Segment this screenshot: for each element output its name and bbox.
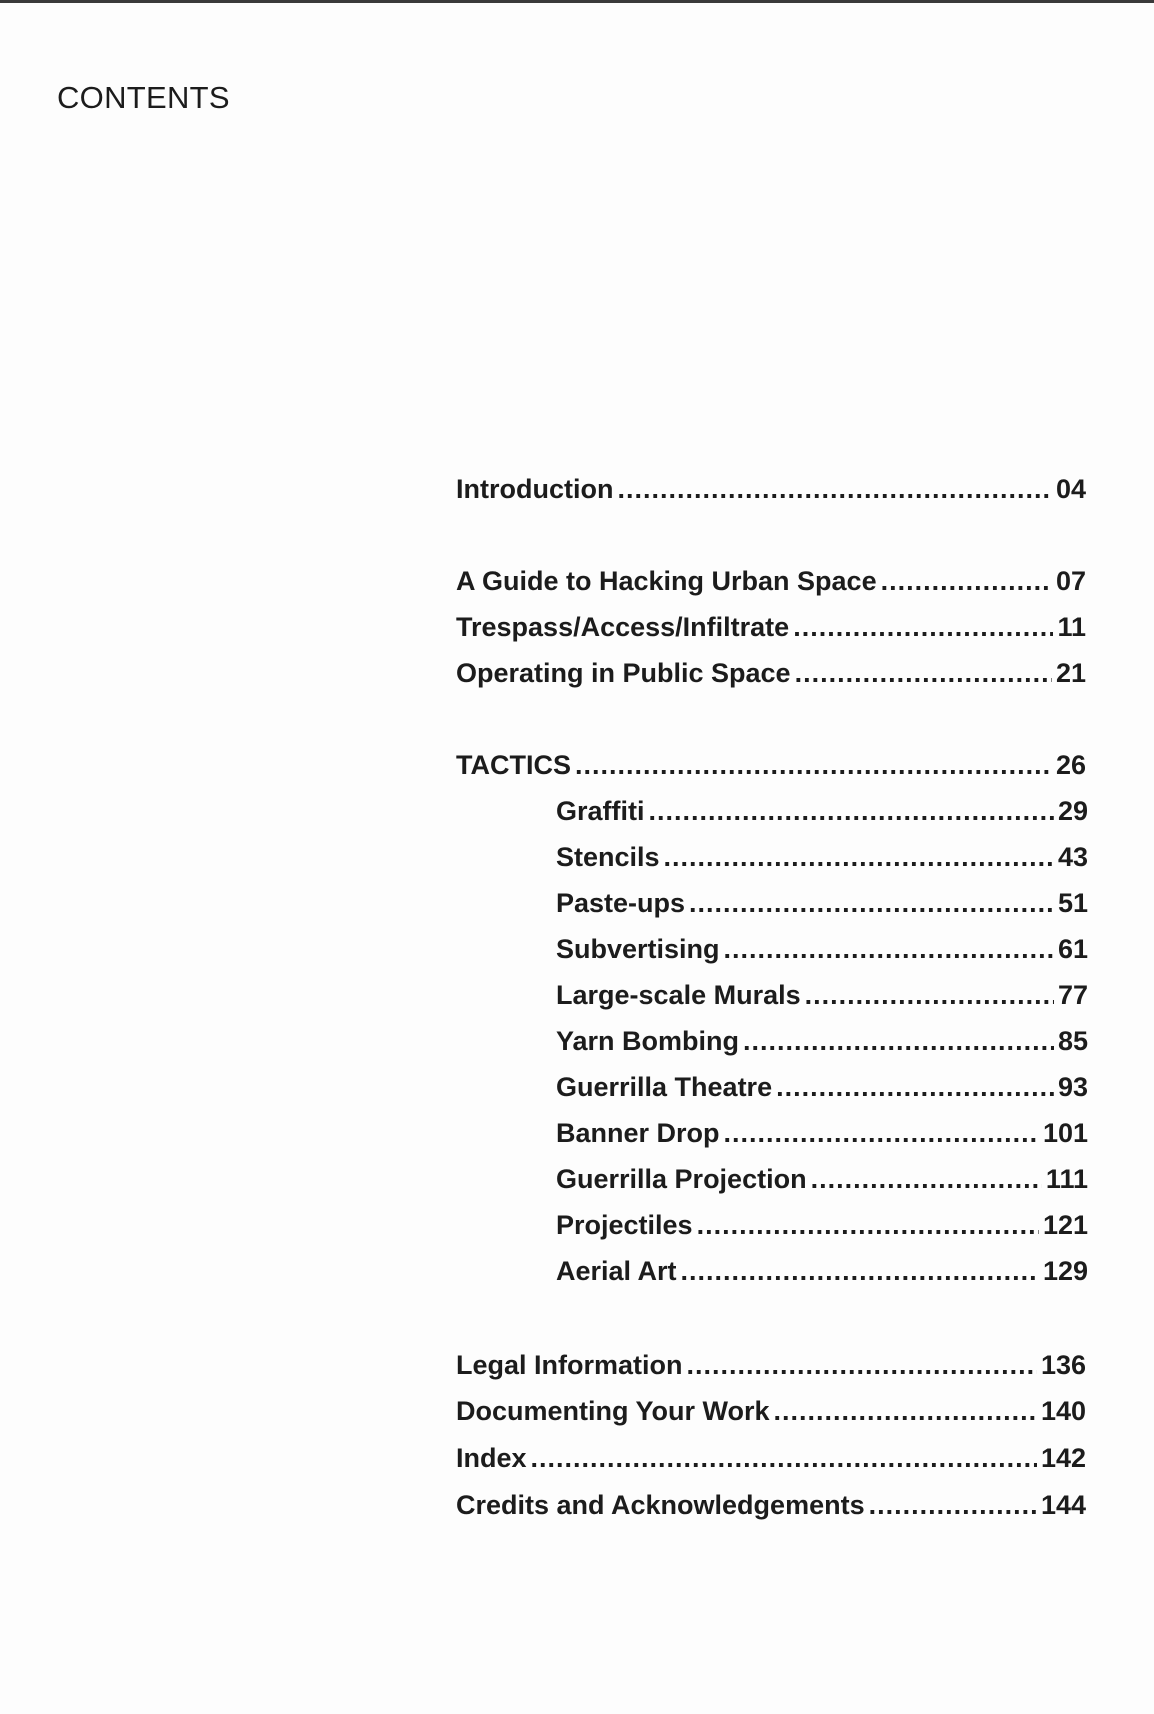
toc-entry-page: 07 [1055, 566, 1086, 596]
toc-entry-yarn-bombing[interactable] [556, 1026, 1088, 1064]
toc-entry-title: Aerial Art [556, 1256, 677, 1286]
dot-leader [664, 842, 1054, 873]
dot-leader [697, 1210, 1039, 1241]
toc-entry-page: 121 [1042, 1210, 1088, 1240]
toc-entry-page: 11 [1057, 612, 1086, 642]
toc-entry-page: 29 [1057, 796, 1088, 826]
dot-leader [531, 1443, 1037, 1474]
dot-leader [617, 474, 1051, 505]
toc-entry-title: A Guide to Hacking Urban Space [456, 566, 877, 596]
dot-leader [795, 658, 1052, 689]
toc-entry-page: 61 [1057, 934, 1088, 964]
toc-entry-title: Guerrilla Projection [556, 1164, 807, 1194]
toc-entry-page: 85 [1057, 1026, 1088, 1056]
toc-entry-page: 43 [1057, 842, 1088, 872]
toc-entry-page: 136 [1040, 1350, 1086, 1380]
toc-entry-paste-ups[interactable] [556, 888, 1088, 926]
toc-entry-page: 140 [1040, 1396, 1086, 1426]
dot-leader [774, 1396, 1037, 1427]
dot-leader [724, 1118, 1039, 1149]
dot-leader [811, 1164, 1042, 1195]
toc-entry-index[interactable] [456, 1443, 1086, 1481]
toc-entry-graffiti[interactable] [556, 796, 1088, 834]
toc-entry-projectiles[interactable] [556, 1210, 1088, 1248]
toc-entry-aerial-art[interactable] [556, 1256, 1088, 1294]
toc-entry-page: 142 [1040, 1443, 1086, 1473]
toc-entry-page: 77 [1057, 980, 1088, 1010]
toc-entry-title: Large-scale Murals [556, 980, 801, 1010]
dot-leader [776, 1072, 1054, 1103]
toc-entry-page: 21 [1055, 658, 1086, 688]
toc-entry-page: 111 [1045, 1164, 1088, 1194]
toc-entry-page: 04 [1055, 474, 1086, 504]
toc-entry-title: Legal Information [456, 1350, 683, 1380]
dot-leader [881, 566, 1052, 597]
dot-leader [575, 750, 1052, 781]
toc-entry-title: Stencils [556, 842, 660, 872]
dot-leader [743, 1026, 1054, 1057]
toc-entry-title: Paste-ups [556, 888, 686, 918]
toc-entry-credits[interactable] [456, 1490, 1086, 1528]
toc-entry-legal-information[interactable] [456, 1350, 1086, 1388]
toc-entry-hacking-urban-space[interactable] [456, 566, 1086, 604]
toc-entry-title: Projectiles [556, 1210, 693, 1240]
toc-entry-banner-drop[interactable] [556, 1118, 1088, 1156]
toc-entry-documenting-your-work[interactable] [456, 1396, 1086, 1434]
toc-entry-title: Index [456, 1443, 527, 1473]
toc-entry-introduction[interactable] [456, 474, 1086, 512]
toc-entry-title: Introduction [456, 474, 614, 504]
toc-entry-page: 26 [1055, 750, 1086, 780]
toc-entry-title: Graffiti [556, 796, 645, 826]
toc-entry-large-scale-murals[interactable] [556, 980, 1088, 1018]
toc-entry-title: Yarn Bombing [556, 1026, 740, 1056]
toc-entry-title: Banner Drop [556, 1118, 720, 1148]
toc-entry-title: Trespass/Access/Infiltrate [456, 612, 790, 642]
dot-leader [724, 934, 1054, 965]
dot-leader [689, 888, 1054, 919]
dot-leader [649, 796, 1054, 827]
dot-leader [805, 980, 1054, 1011]
dot-leader [681, 1256, 1039, 1287]
toc-entry-operating-public-space[interactable] [456, 658, 1086, 696]
toc-entry-page: 144 [1040, 1490, 1086, 1520]
page-title: CONTENTS [57, 80, 230, 115]
toc-entry-trespass[interactable] [456, 612, 1086, 650]
toc-entry-guerrilla-projection[interactable] [556, 1164, 1088, 1202]
toc-entry-tactics[interactable] [456, 750, 1086, 788]
toc-entry-title: Operating in Public Space [456, 658, 791, 688]
toc-entry-title: Subvertising [556, 934, 720, 964]
dot-leader [687, 1350, 1037, 1381]
dot-leader [869, 1490, 1037, 1521]
toc-entry-page: 93 [1057, 1072, 1088, 1102]
toc-entry-title: Credits and Acknowledgements [456, 1490, 865, 1520]
toc-entry-subvertising[interactable] [556, 934, 1088, 972]
dot-leader [793, 612, 1053, 643]
toc-entry-stencils[interactable] [556, 842, 1088, 880]
toc-entry-page: 51 [1057, 888, 1088, 918]
toc-entry-title: Guerrilla Theatre [556, 1072, 773, 1102]
toc-entry-title: Documenting Your Work [456, 1396, 770, 1426]
toc-entry-title: TACTICS [456, 750, 571, 780]
toc-entry-guerrilla-theatre[interactable] [556, 1072, 1088, 1110]
toc-entry-page: 129 [1042, 1256, 1088, 1286]
toc-entry-page: 101 [1042, 1118, 1088, 1148]
